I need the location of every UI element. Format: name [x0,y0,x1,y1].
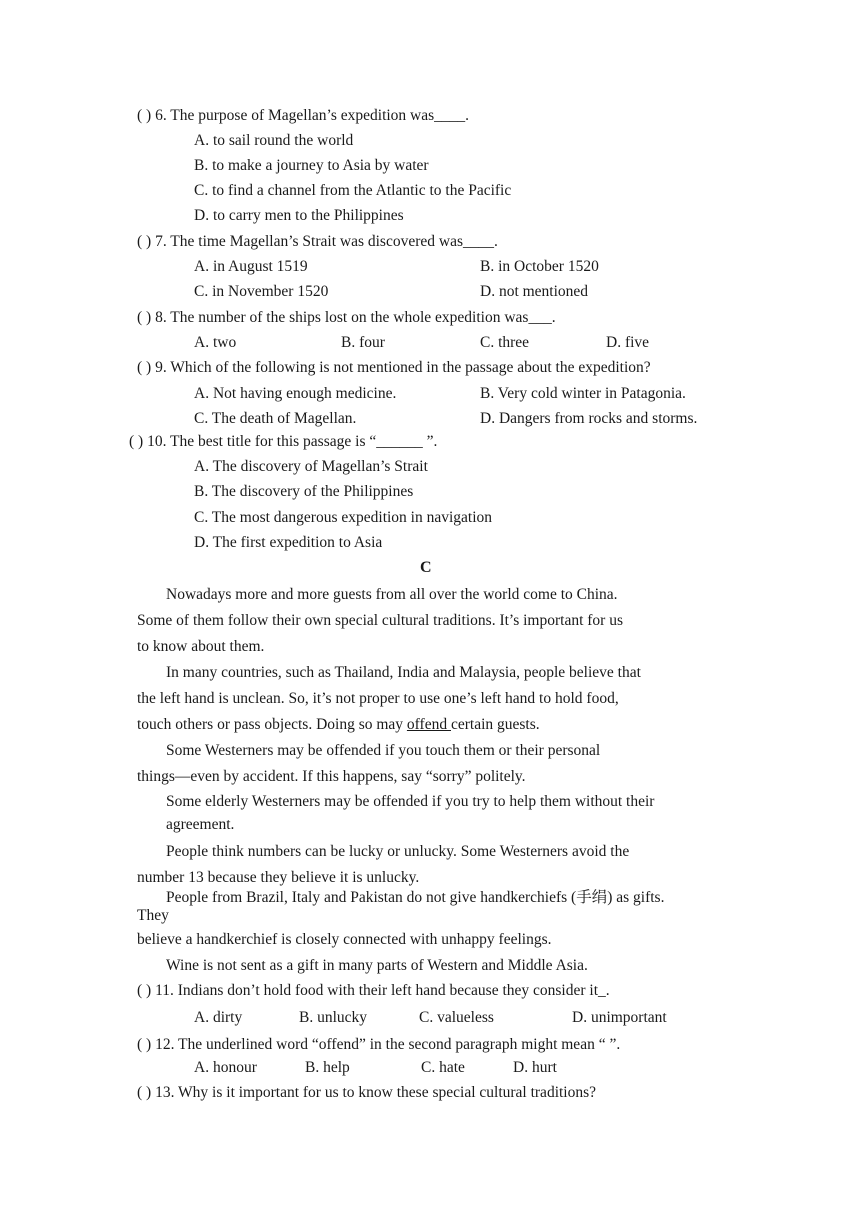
question-7-option-b: B. in October 1520 [480,258,599,275]
question-11-option-c: C. valueless [419,1009,494,1026]
question-10-option-d: D. The first expedition to Asia [194,534,383,551]
question-8-option-c: C. three [480,334,530,351]
passage-p7-line1: Wine is not sent as a gift in many parts of Western and Middle Asia. [166,957,588,974]
passage-p2-line3-pre: touch others or pass objects. Doing so may [137,716,407,733]
question-6-stem: ( ) 6. The purpose of Magellan’s expedition was____. [137,107,470,124]
question-11-stem: ( ) 11. Indians don’t hold food with their left hand because they consider it_. [137,982,610,999]
question-8-option-b: B. four [341,334,385,351]
passage-p3-line1: Some Westerners may be offended if you touch them or their personal [166,742,601,759]
question-7-option-a: A. in August 1519 [194,258,308,275]
question-6-option-b: B. to make a journey to Asia by water [194,157,429,174]
passage-p6-line3: believe a handkerchief is closely connected with unhappy feelings. [137,931,552,948]
question-12-option-a: A. honour [194,1059,257,1076]
question-8-option-d: D. five [606,334,650,351]
question-13-stem: ( ) 13. Why is it important for us to know these special cultural traditions? [137,1084,597,1101]
question-11-option-b: B. unlucky [299,1009,368,1026]
passage-p1-line3: to know about them. [137,638,265,655]
question-7-stem: ( ) 7. The time Magellan’s Strait was discovered was____. [137,233,498,250]
question-8-option-a: A. two [194,334,237,351]
question-9-option-d: D. Dangers from rocks and storms. [480,410,698,427]
passage-p5-line2: number 13 because they believe it is unlucky. [137,869,420,886]
question-6-option-d: D. to carry men to the Philippines [194,207,404,224]
question-10-stem: ( ) 10. The best title for this passage is “______ ”. [129,433,438,450]
passage-p2-line3 [137,715,540,735]
passage-p1-line1: Nowadays more and more guests from all over the world come to China. [166,586,618,603]
question-9-option-b: B. Very cold winter in Patagonia. [480,385,686,402]
passage-p2-line3-post: certain guests. [450,716,540,733]
question-9-option-c: C. The death of Magellan. [194,410,357,427]
passage-p6-line2: They [137,907,169,924]
passage-p6-line1: People from Brazil, Italy and Pakistan do not give handkerchiefs (手绢) as gifts. [166,889,665,906]
question-12-option-d: D. hurt [513,1059,557,1076]
question-10-option-a: A. The discovery of Magellan’s Strait [194,458,428,475]
question-9-stem: ( ) 9. Which of the following is not mentioned in the passage about the expedition? [137,359,651,376]
question-11-option-d: D. unimportant [572,1009,667,1026]
question-8-stem: ( ) 8. The number of the ships lost on the whole expedition was___. [137,309,556,326]
question-12-option-c: C. hate [421,1059,465,1076]
passage-p4-line1: Some elderly Westerners may be offended if you try to help them without their [166,793,655,810]
question-7-option-d: D. not mentioned [480,283,589,300]
question-6-option-c: C. to find a channel from the Atlantic to the Pacific [194,182,512,199]
section-c-heading: C [420,559,432,576]
passage-p1-line2: Some of them follow their own special cultural traditions. It’s important for us [137,612,624,629]
passage-p4-line2: agreement. [166,816,235,833]
question-12-stem: ( ) 12. The underlined word “offend” in the second paragraph might mean “ ”. [137,1036,621,1053]
passage-p3-line2: things—even by accident. If this happens, say “sorry” politely. [137,768,526,785]
question-11-option-a: A. dirty [194,1009,243,1026]
passage-p5-line1: People think numbers can be lucky or unlucky. Some Westerners avoid the [166,843,630,860]
question-12-option-b: B. help [305,1059,350,1076]
question-10-option-b: B. The discovery of the Philippines [194,483,414,500]
question-7-option-c: C. in November 1520 [194,283,329,300]
passage-p2-line1: In many countries, such as Thailand, India and Malaysia, people believe that [166,664,641,681]
question-10-option-c: C. The most dangerous expedition in navigation [194,509,493,526]
question-9-option-a: A. Not having enough medicine. [194,385,397,402]
question-6-option-a: A. to sail round the world [194,132,354,149]
passage-p2-line2: the left hand is unclean. So, it’s not proper to use one’s left hand to hold food, [137,690,619,707]
underlined-word-offend: offend [406,716,451,733]
